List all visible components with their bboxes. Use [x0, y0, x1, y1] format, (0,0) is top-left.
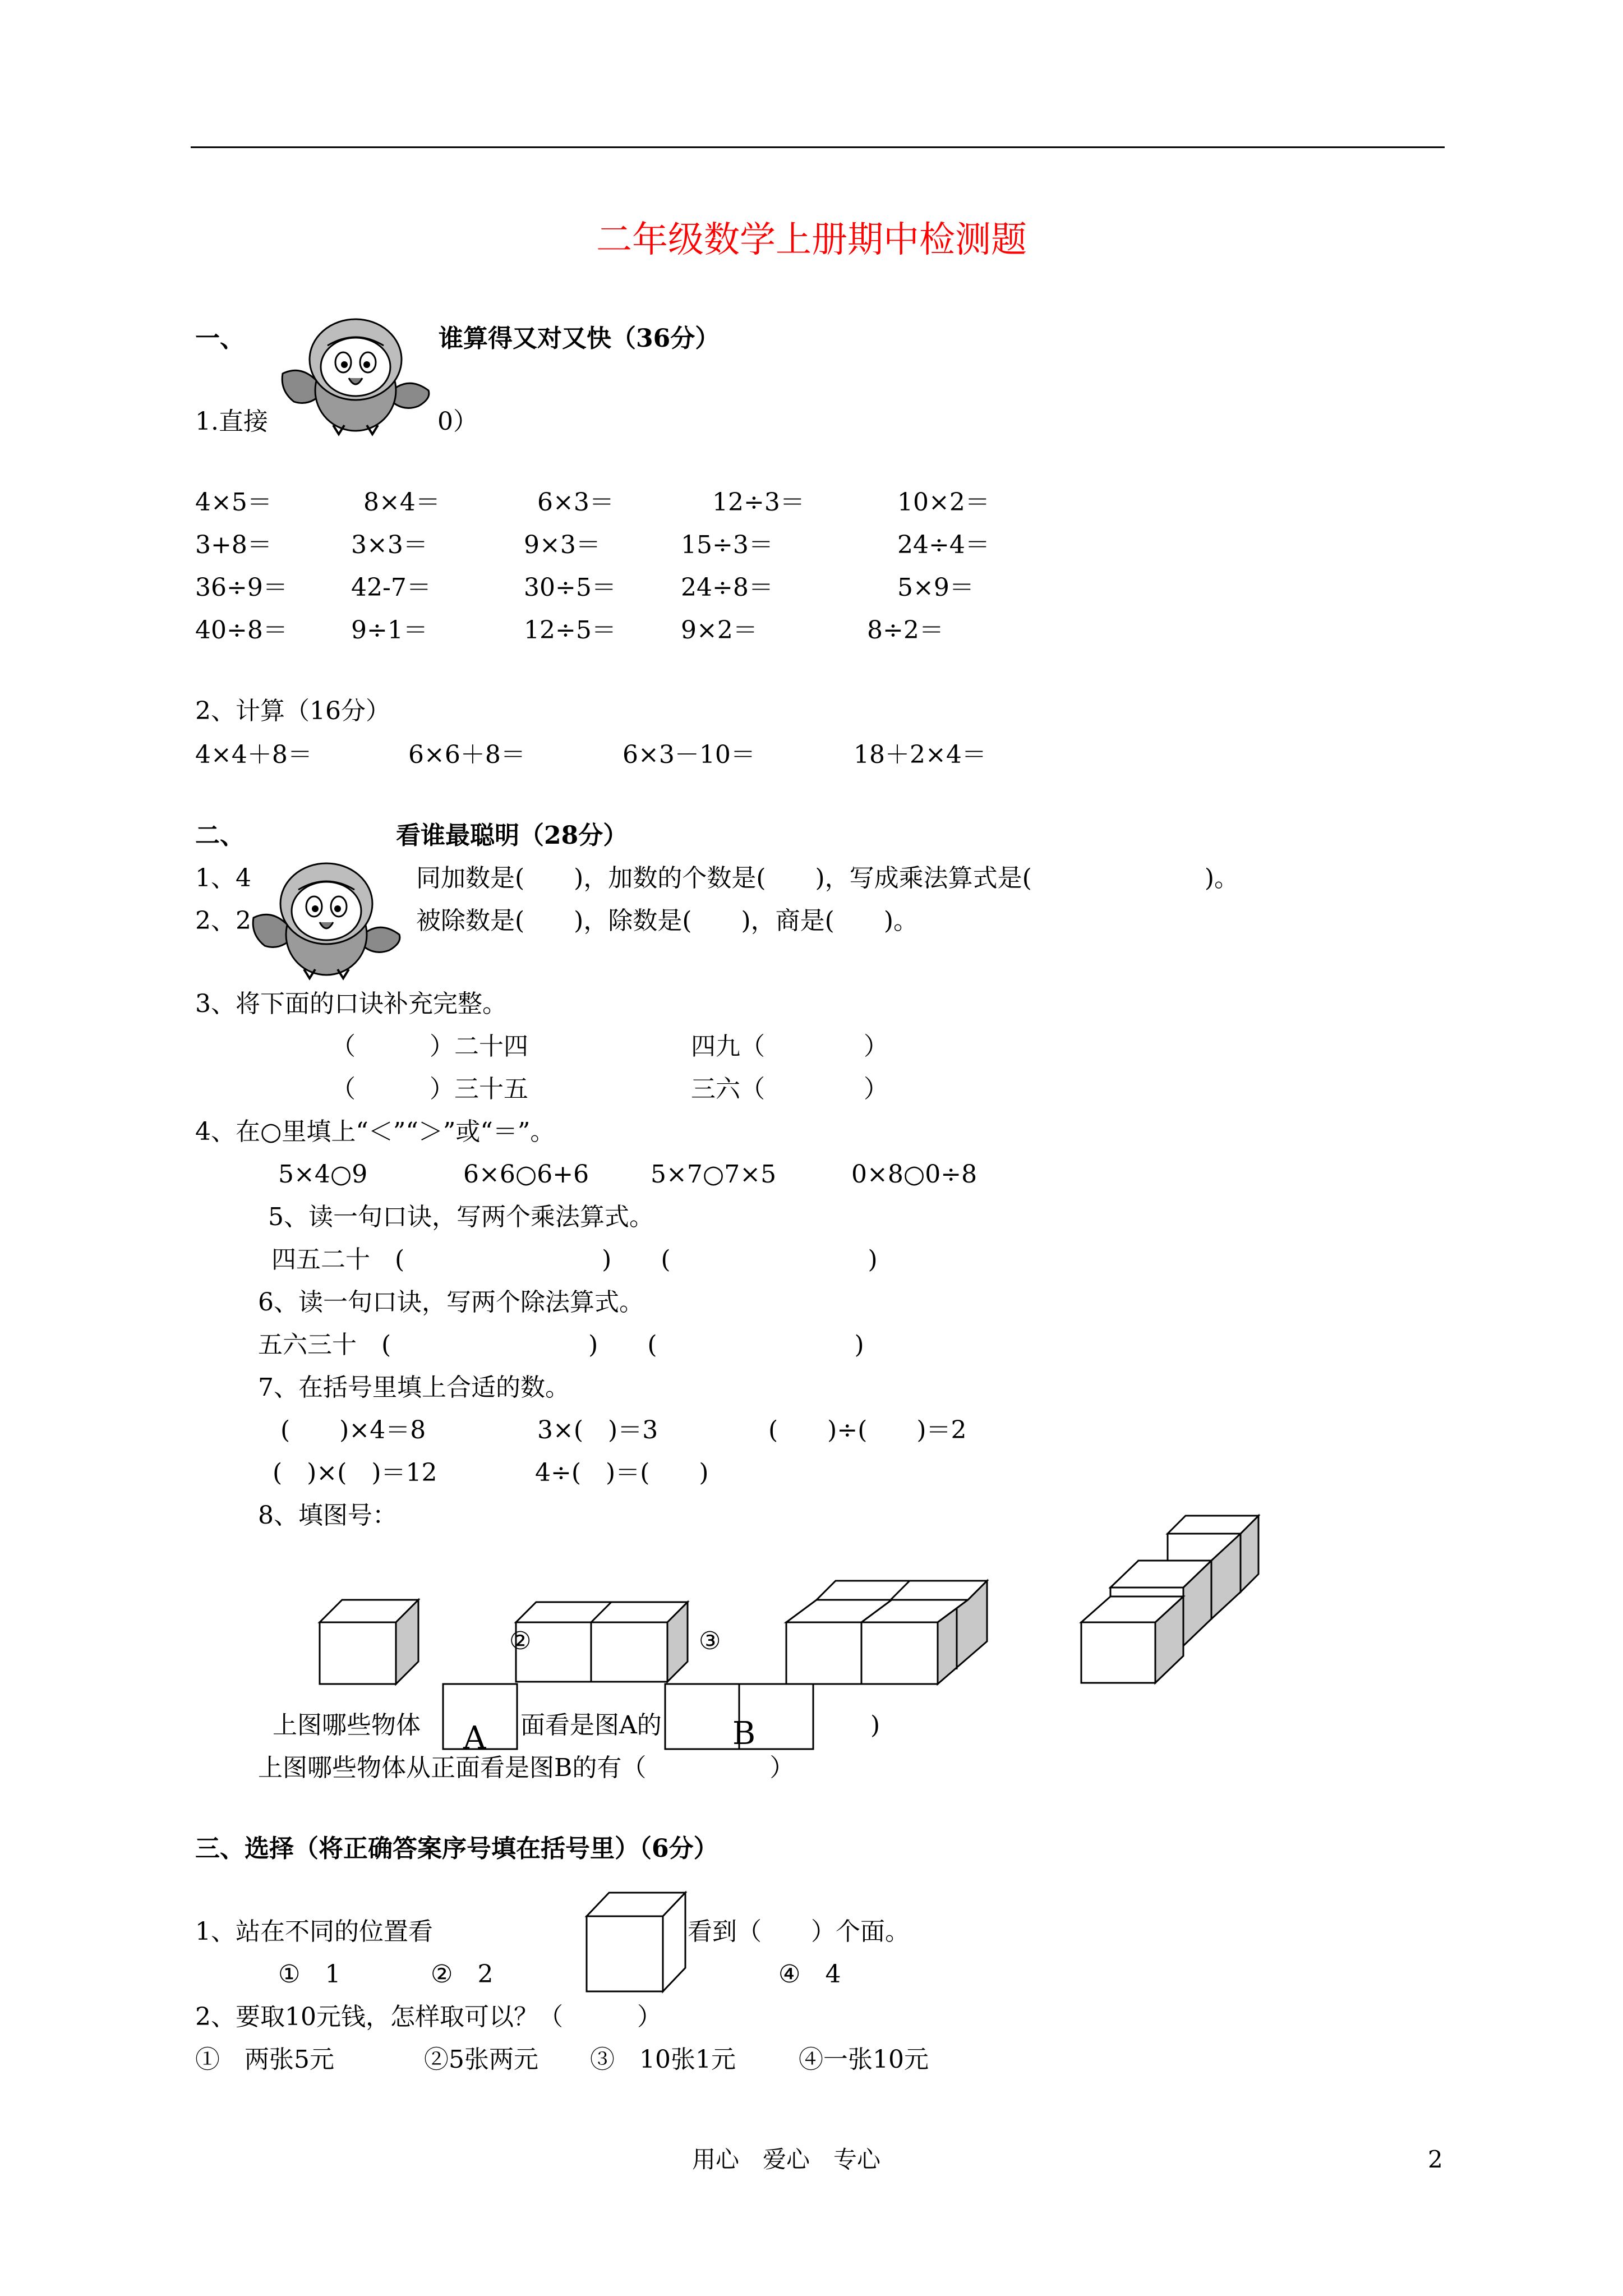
section-1-heading: 谁算得又对又快（36分）: [439, 324, 720, 353]
s2-q5: 5、读一句口诀，写两个乘法算式。: [268, 1203, 654, 1231]
calc-r2-c5: 24÷4＝: [897, 531, 990, 559]
s2-q3-item-1: （ ）二十四: [331, 1032, 528, 1061]
s2-q7-item-1: ( )×4＝8: [280, 1416, 426, 1444]
section-1-number: 一、: [195, 324, 245, 353]
s3-q2: 2、要取10元钱，怎样取可以？（ ）: [195, 2003, 662, 2031]
q2-label: 2、计算（16分）: [195, 697, 390, 725]
s2-q6-line: 五六三十 ( ) ( ): [258, 1331, 864, 1359]
owl-mascot-icon: [242, 850, 411, 985]
q2-item-3: 6×3－10＝: [623, 740, 755, 769]
page-title: 二年级数学上册期中检测题: [596, 219, 1027, 261]
q2-item-1: 4×4＋8＝: [195, 740, 312, 769]
s3-q2-option-4: ④一张10元: [799, 2045, 929, 2074]
q2-item-2: 6×6＋8＝: [408, 740, 525, 769]
calc-r2-c1: 3+8＝: [195, 531, 272, 559]
s2-q8-a-mid: 面看是图A的: [520, 1711, 662, 1740]
s2-q4-item-2: 6×6○6+6: [463, 1160, 589, 1189]
calc-r3-c2: 42-7＝: [351, 573, 431, 602]
s2-q4-item-4: 0×8○0÷8: [851, 1160, 978, 1189]
calc-r4-c4: 9×2＝: [681, 616, 758, 645]
s2-q8-a-end: ): [870, 1711, 880, 1740]
calc-r2-c2: 3×3＝: [351, 531, 428, 559]
figure-3-cubes: [786, 1581, 987, 1684]
s2-q2-text: 被除数是( )，除数是( )，商是( )。: [416, 907, 918, 935]
owl-mascot-icon: [271, 306, 440, 441]
s2-q7: 7、在括号里填上合适的数。: [258, 1373, 570, 1402]
section-3-cube: [587, 1893, 685, 1991]
figure-3-label: ③: [699, 1627, 721, 1655]
calc-r3-c4: 24÷8＝: [681, 573, 773, 602]
calc-r3-c3: 30÷5＝: [524, 573, 616, 602]
s3-q2-option-1: ① 两张5元: [195, 2045, 334, 2074]
q2-item-4: 18＋2×4＝: [854, 740, 986, 769]
s2-q8: 8、填图号：: [258, 1501, 397, 1530]
s2-q5-line: 四五二十 ( ) ( ): [271, 1245, 878, 1274]
section-2-heading: 看谁最聪明（28分）: [396, 821, 628, 850]
calc-r4-c5: 8÷2＝: [867, 616, 944, 645]
s3-q1-option-4: ④ 4: [778, 1960, 841, 1989]
calc-r1-c2: 8×4＝: [363, 488, 440, 517]
s3-q2-option-2: ②5张两元: [424, 2045, 538, 2074]
figure-4-cubes: [1081, 1516, 1258, 1683]
calc-r2-c3: 9×3＝: [524, 531, 601, 559]
figure-2-cubes: [516, 1602, 688, 1682]
s2-q8-a-start: 上图哪些物体: [273, 1711, 421, 1740]
calc-r4-c1: 40÷8＝: [195, 616, 288, 645]
s2-q2-number: 2、2: [195, 907, 251, 935]
s2-q4-item-1: 5×4○9: [278, 1160, 368, 1189]
calc-r2-c4: 15÷3＝: [681, 531, 773, 559]
calc-r3-c1: 36÷9＝: [195, 573, 288, 602]
s2-q3-item-4: 三六（ ）: [691, 1075, 888, 1103]
s2-q4: 4、在○里填上“＜”“＞”或“＝”。: [195, 1117, 555, 1146]
q1-label: 1.直接: [195, 407, 268, 436]
s3-q1-start: 1、站在不同的位置看: [195, 1917, 433, 1946]
view-b-label: B: [732, 1715, 756, 1752]
footer-motto: 用心 爱心 专心: [692, 2146, 881, 2173]
s2-q7-item-3: ( )÷( )＝2: [768, 1416, 967, 1444]
view-b-square-1: [665, 1684, 739, 1749]
s2-q3-item-3: （ ）三十五: [331, 1075, 528, 1103]
calc-r1-c5: 10×2＝: [897, 488, 990, 517]
s2-q7-item-5: 4÷( )＝( ): [535, 1458, 709, 1487]
s3-q2-option-3: ③ 10张1元: [590, 2045, 736, 2074]
q1-label-tail: 0）: [437, 407, 478, 436]
figure-2-label: ②: [509, 1627, 532, 1655]
calc-r1-c1: 4×5＝: [195, 488, 272, 517]
calc-r1-c4: 12÷3＝: [712, 488, 805, 517]
s2-q1-text: 同加数是( )，加数的个数是( )，写成乘法算式是( )。: [416, 864, 1239, 892]
s2-q3: 3、将下面的口诀补充完整。: [195, 990, 507, 1018]
s2-q3-item-2: 四九（ ）: [691, 1032, 888, 1061]
s3-q1-end: 看到（ ）个面。: [688, 1917, 910, 1946]
s2-q1-number: 1、4: [195, 864, 251, 892]
figure-1-cube: [320, 1600, 418, 1684]
calc-r3-c5: 5×9＝: [897, 573, 974, 602]
section-2-number: 二、: [195, 821, 245, 850]
s3-q1-option-1: ① 1: [278, 1960, 341, 1989]
view-a-label: A: [463, 1720, 486, 1756]
s2-q4-item-3: 5×7○7×5: [651, 1160, 777, 1189]
section-3-heading: 三、选择（将正确答案序号填在括号里）（6分）: [195, 1834, 718, 1863]
s2-q7-item-2: 3×( )＝3: [537, 1416, 658, 1444]
s2-q8-b: 上图哪些物体从正面看是图B的有（ ）: [258, 1754, 795, 1782]
s2-q6: 6、读一句口诀，写两个除法算式。: [258, 1288, 644, 1317]
page-number: 2: [1428, 2146, 1443, 2173]
calc-r1-c3: 6×3＝: [537, 488, 614, 517]
s2-q7-item-4: ( )×( )＝12: [273, 1458, 437, 1487]
calc-r4-c2: 9÷1＝: [351, 616, 428, 645]
s3-q1-option-2: ② 2: [431, 1960, 494, 1989]
calc-r4-c3: 12÷5＝: [524, 616, 616, 645]
